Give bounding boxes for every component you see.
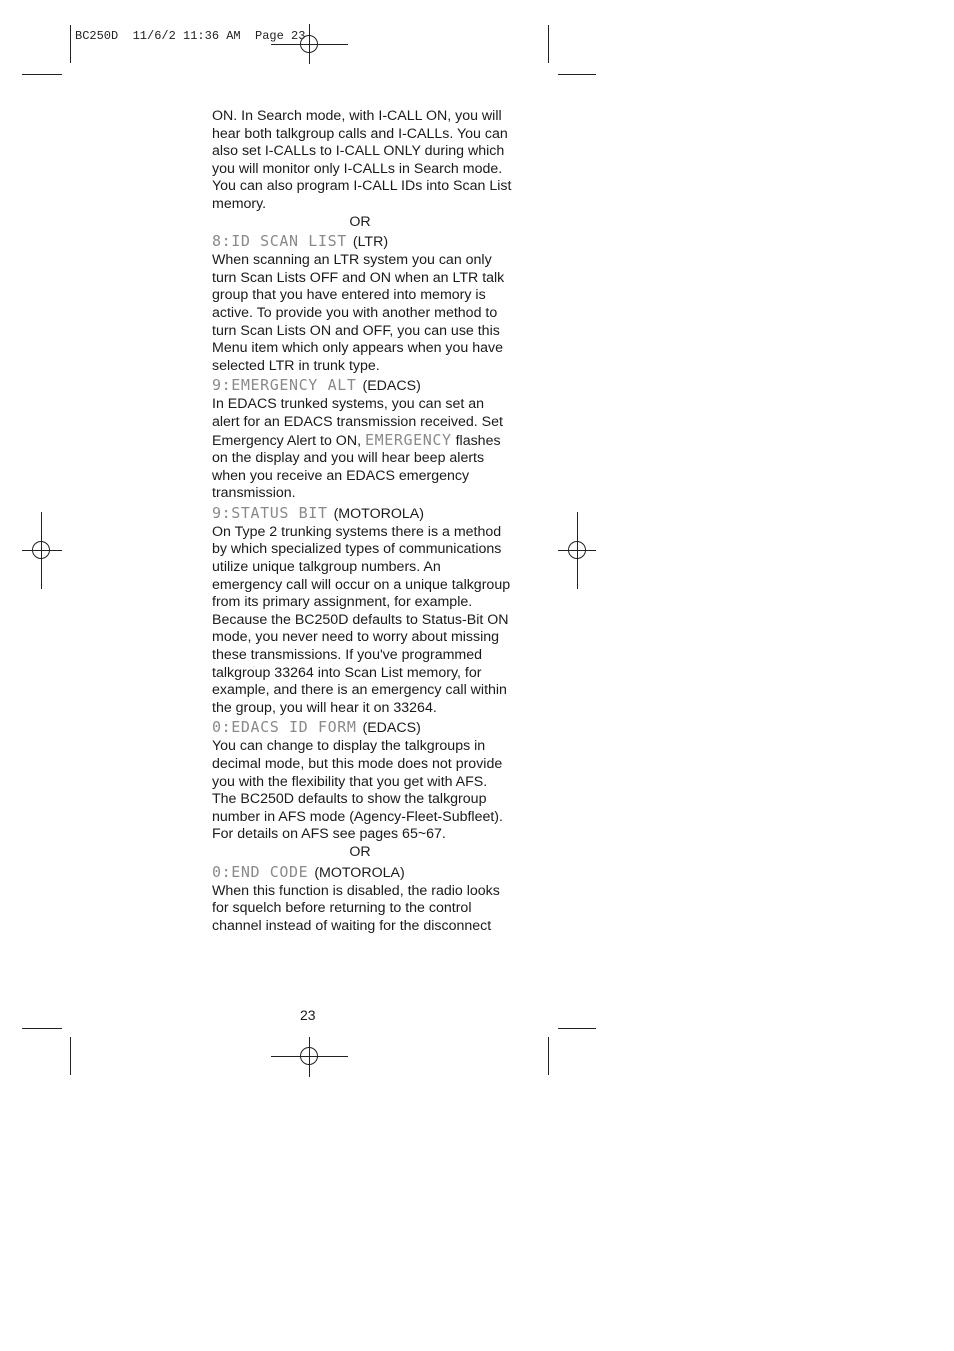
lcd-inline: EMERGENCY (364, 430, 452, 449)
crop-mark (558, 74, 596, 75)
menu-heading-emergency-alt (212, 375, 512, 396)
system-tag: (EDACS) (362, 378, 421, 395)
section-body: You can change to display the talkgroups in decimal mode, but this mode does not provide you with the flexibility that you get with AFS. The BC250D defaults to show the talkgroup number in AFS mode (Agency-Fleet-Subfleet). For details on AFS see pages 65~67. (212, 738, 503, 843)
menu-heading-edacs-id-form (212, 717, 512, 738)
print-slug: BC250D 11/6/2 11:36 AM Page 23 (75, 29, 306, 43)
crop-mark (558, 1028, 596, 1029)
section-body (212, 396, 512, 503)
body-text: flashes on the display and you will hear beep alerts when you receive an EDACS emergency transmission. (212, 432, 501, 502)
section-body: On Type 2 trunking systems there is a method by which specialized types of communications utilize unique talkgroup numbers. An emergency call will occur on a unique talkgroup from its primary assignment, for example. Because the BC250D defaults to Status-Bit ON mode, you never need to worry about missing these transmissions. If you've programmed talkgroup 33264 into Scan List memory, for example, and there is an emergency call within the group, you will hear it on 33264. (212, 523, 511, 716)
lcd-label: 0:EDACS ID FORM (212, 718, 357, 737)
crop-mark (548, 1037, 549, 1075)
lcd-label: 8:ID SCAN LIST (212, 232, 347, 251)
lcd-label: 9:EMERGENCY ALT (212, 376, 357, 395)
page-number: 23 (300, 1007, 316, 1023)
page-content (212, 108, 512, 935)
system-tag: (MOTOROLA) (333, 505, 424, 522)
intro-paragraph: ON. In Search mode, with I-CALL ON, you will hear both talkgroup calls and I-CALLs. You can also set I-CALLs to I-CALL ONLY during which you will monitor only I-CALLs in Search mode. You can also program I-CALL IDs into Scan List memory. (212, 108, 512, 212)
crop-mark (70, 25, 71, 63)
crop-mark (70, 1037, 71, 1075)
crop-mark (22, 1028, 62, 1029)
crop-mark (548, 25, 549, 63)
body-text: In EDACS trunked systems, you can set an alert for an EDACS transmission received. Set Emergency Alert to ON, (212, 396, 503, 449)
system-tag: (LTR) (352, 234, 389, 251)
or-separator: OR (349, 213, 371, 230)
crop-mark (22, 74, 62, 75)
section-body: When this function is disabled, the radio looks for squelch before returning to the control channel instead of waiting for the disconnect (212, 882, 500, 934)
menu-heading-end-code (212, 862, 512, 883)
menu-heading-status-bit (212, 503, 512, 524)
system-tag: (MOTOROLA) (314, 864, 405, 881)
system-tag: (EDACS) (362, 720, 421, 737)
section-body: When scanning an LTR system you can only turn Scan Lists OFF and ON when an LTR talk group that you have entered into memory is active. To provide you with another method to turn Scan Lists ON and OFF, you can use this Menu item which only appears when you have selected LTR in trunk type. (212, 252, 505, 374)
lcd-label: 0:END CODE (212, 862, 309, 881)
menu-heading-id-scan-list (212, 231, 512, 252)
or-separator: OR (349, 843, 371, 860)
lcd-label: 9:STATUS BIT (212, 503, 328, 522)
